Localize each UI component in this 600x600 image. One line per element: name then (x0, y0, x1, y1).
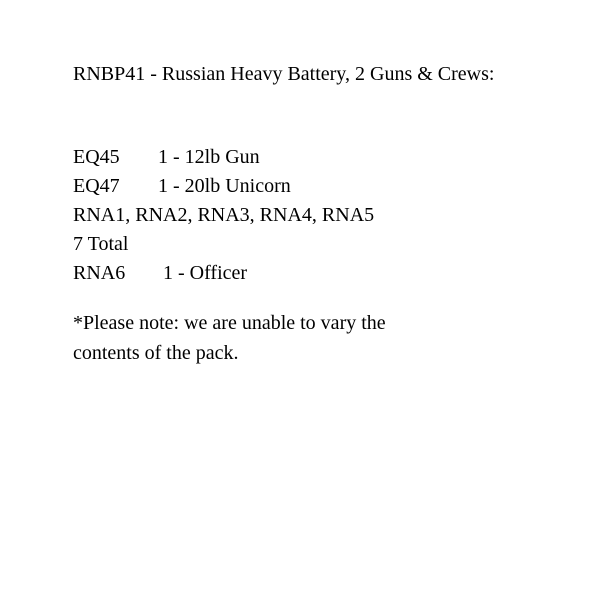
item-code: EQ47 (73, 175, 120, 197)
crew-total: 7 Total (73, 233, 129, 255)
officer-code: RNA6 (73, 262, 126, 284)
note-line: *Please note: we are unable to vary the (73, 312, 386, 334)
item-description: 1 - 20lb Unicorn (158, 175, 291, 197)
pack-note (73, 308, 583, 368)
crew-codes: RNA1, RNA2, RNA3, RNA4, RNA5 (73, 204, 375, 226)
officer-row (73, 259, 583, 288)
item-code: EQ45 (73, 146, 120, 168)
item-row (73, 143, 583, 172)
product-document (73, 60, 583, 368)
officer-description: 1 - Officer (163, 262, 248, 284)
item-description: 1 - 12lb Gun (158, 146, 260, 168)
product-title: RNBP41 - Russian Heavy Battery, 2 Guns & Crews: (73, 63, 495, 85)
note-line: contents of the pack. (73, 342, 239, 364)
item-row (73, 172, 583, 201)
